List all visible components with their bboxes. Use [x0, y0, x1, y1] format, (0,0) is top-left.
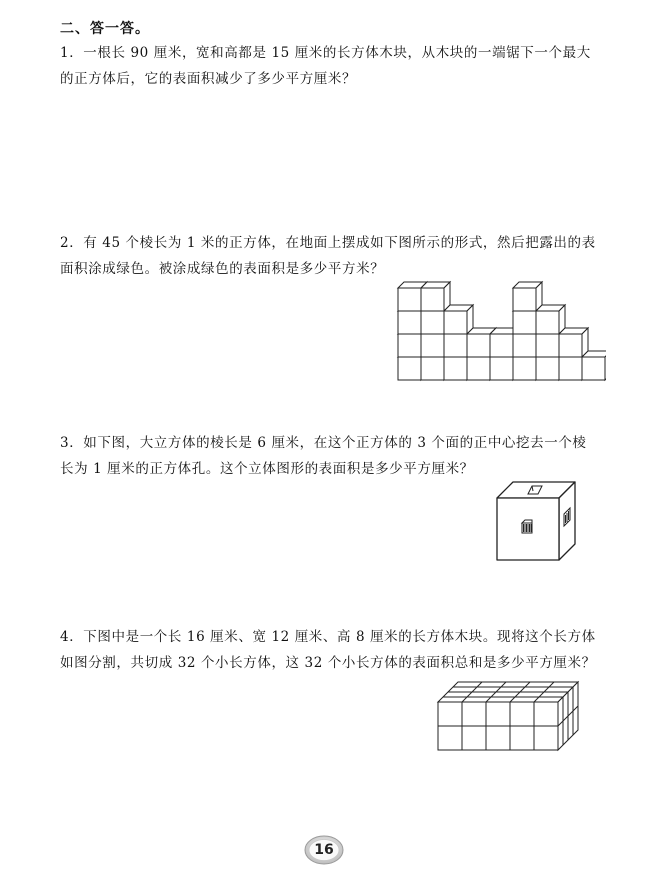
- question-3-text: 3．如下图，大立方体的棱长是 6 厘米，在这个正方体的 3 个面的正中心挖去一个棱长为 1 厘米的正方体孔。这个立体图形的表面积是多少平方厘米？: [60, 435, 587, 477]
- question-2-text: 2．有 45 个棱长为 1 米的正方体，在地面上摆成如下图所示的形式，然后把露出的表面积涂成绿色。被涂成绿色的表面积是多少平方米？: [60, 235, 596, 277]
- question-4-text: 4．下图中是一个长 16 厘米、宽 12 厘米、高 8 厘米的长方体木块。现将这个长方体如图分割，共切成 32 个小长方体，这 32 个小长方体的表面积总和是多少平方厘米？: [60, 629, 596, 671]
- hole-front: [522, 520, 532, 533]
- unit-cube: [559, 328, 588, 357]
- divided-cuboid-figure: [436, 678, 582, 754]
- section-title: 二、答一答。: [60, 21, 150, 37]
- unit-cube: [444, 305, 473, 334]
- unit-cube: [421, 282, 450, 311]
- unit-cube: [536, 305, 565, 334]
- stacked-cubes-figure: [396, 268, 606, 384]
- question-1-text: 1．一根长 90 厘米，宽和高都是 15 厘米的长方体木块，从木块的一端锯下一个最大的正方体后，它的表面积减少了多少平方厘米？: [60, 45, 591, 87]
- page-number: 16: [314, 842, 334, 858]
- page-number-badge: [304, 835, 344, 865]
- unit-cube: [582, 351, 606, 380]
- unit-cube: [513, 282, 542, 311]
- cube-with-holes-figure: [495, 480, 577, 562]
